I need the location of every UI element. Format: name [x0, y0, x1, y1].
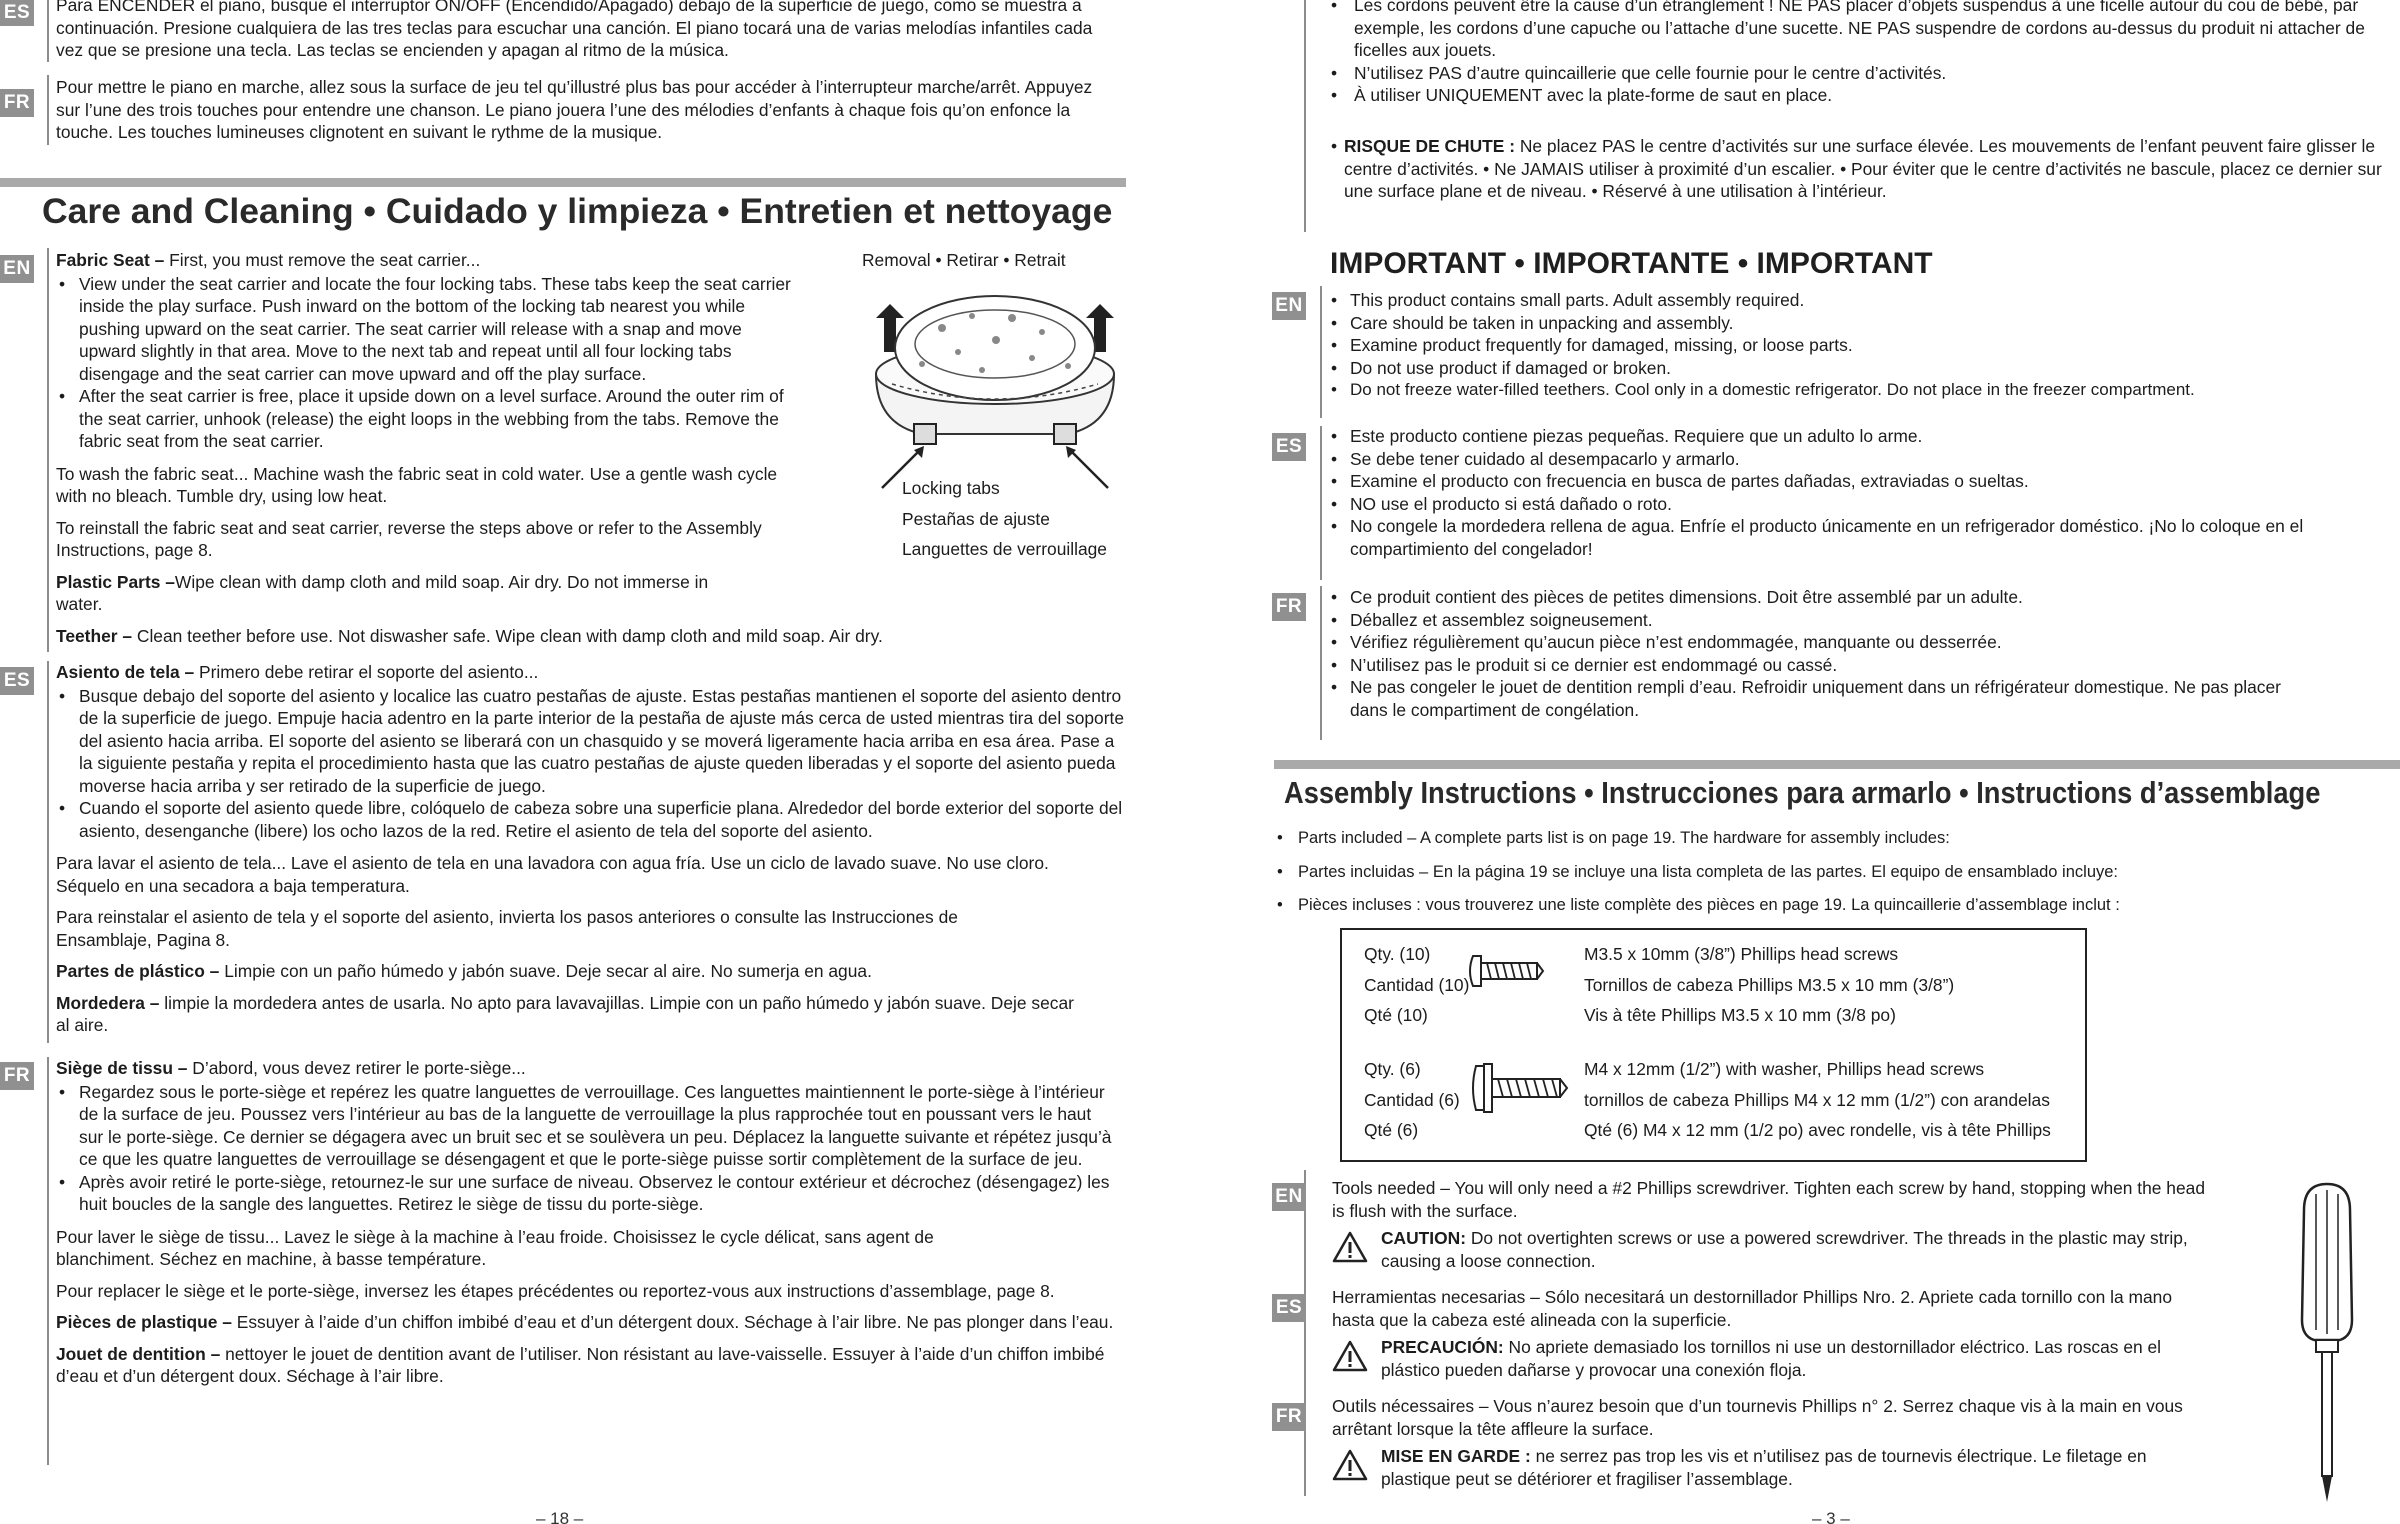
warning-triangle-icon	[1332, 1449, 1368, 1481]
lang-tag-fr: FR	[1272, 1403, 1306, 1431]
caution-text: Do not overtighten screws or use a powered screwdriver. The threads in the plastic may strip, causing a loose connection.	[1381, 1228, 2188, 1271]
important-es-list	[1328, 425, 2348, 560]
section-bar	[47, 248, 49, 652]
hardware-desc-1	[1584, 939, 1954, 1031]
plastic-parts-text: Limpie con un paño húmedo y jabón suave. Deje secar al aire. No sumerja en agua.	[219, 961, 872, 981]
caution-note	[1332, 1227, 2212, 1272]
list-item: • Se debe tener cuidado al desempacarlo y armarlo.	[1328, 448, 2348, 471]
list-item: • N’utilisez PAS d’autre quincaillerie que celle fournie pour le centre d’activités.	[1328, 62, 2398, 85]
qty-es: Cantidad (6)	[1364, 1089, 1460, 1110]
fabric-seat-text: Primero debe retirar el soporte del asiento...	[194, 662, 539, 682]
tools-needed-text: Herramientas necesarias – Sólo necesitará un destornillador Phillips Nro. 2. Apriete cada tornillo con la mano hasta que la cabeza esté alineada con la superficie.	[1332, 1287, 2173, 1330]
care-fr-section	[56, 1057, 1116, 1388]
lang-tag-es: ES	[1272, 1294, 1306, 1322]
list-item: • Do not use product if damaged or broken.	[1328, 357, 2398, 380]
seat-removal-figure	[862, 249, 1128, 559]
small-screw-icon	[1467, 954, 1545, 988]
list-item: • Regardez sous le porte-siège et repérez les quatre languettes de verrouillage. Ces languettes maintiennent le porte-siège à l’intérieur de la surface de jeu. Poussez vers l’intérieur au bas de la languette de verrouillage la plus rapprochée tout en poussant vers le haut sur le porte-siège. Ce dernier se dégagera avec un bruit sec et se soulèvera un peu. Déplacez la languette suivante et répétez jusqu’à ce que les quatre languettes de verrouillage se désengagent et que le porte-siège puisse sortir complètement de la surface de jeu.	[56, 1081, 1116, 1171]
section-divider	[1274, 760, 2400, 769]
plastic-parts-text: Wipe clean with damp cloth and mild soap. Air dry. Do not immerse in water.	[56, 571, 709, 614]
desc-fr: Qté (6) M4 x 12 mm (1/2 po) avec rondelle, vis à tête Phillips	[1584, 1120, 2051, 1140]
list-item: • Ne pas congeler le jouet de dentition rempli d’eau. Refroidir uniquement dans un réfrigérateur domestique. Ne pas placer dans le compartiment de congélation.	[1328, 676, 2318, 721]
care-es-bullets	[56, 685, 1128, 843]
list-item: • N’utilisez pas le produit si ce dernier est endommagé ou cassé.	[1328, 654, 2348, 677]
figure-caption: Removal • Retirar • Retrait	[862, 250, 1066, 270]
fall-risk-heading: RISQUE DE CHUTE :	[1344, 136, 1516, 156]
list-item: • Cuando el soporte del asiento quede libre, colóquelo de cabeza sobre una superficie plana. Alrededor del borde exterior del soporte del asiento, desenganche (libere) los ocho lazos de la red. Retire el asiento de tela del soporte del asiento.	[56, 797, 1128, 842]
tools-needed-text: Outils nécessaires – Vous n’aurez besoin que d’un tournevis Phillips n° 2. Serrez chaque vis à la main en vous arrêtant lorsque la tête affleure la surface.	[1332, 1396, 2183, 1439]
section-bar	[47, 0, 49, 62]
list-item: • À utiliser UNIQUEMENT avec la plate-forme de saut en place.	[1328, 84, 2398, 107]
list-item: • This product contains small parts. Adult assembly required.	[1328, 289, 2398, 312]
tools-fr-section	[1332, 1395, 2212, 1490]
list-item: • Este producto contiene piezas pequeñas. Requiere que un adulto lo arme.	[1328, 425, 2348, 448]
section-bar	[1320, 286, 1322, 418]
section-divider	[0, 178, 1126, 187]
page-number: – 18 –	[536, 1509, 584, 1524]
teether-heading: Jouet de dentition –	[56, 1343, 221, 1364]
reinstall-paragraph: Para reinstalar el asiento de tela y el soporte del asiento, invierta los pasos anteriores o consulte las Instrucciones de Ensamblaje, Pagina 8.	[56, 907, 958, 950]
section-bar	[47, 75, 49, 145]
wash-paragraph: To wash the fabric seat... Machine wash the fabric seat in cold water. Use a gentle wash cycle with no bleach. Tumble dry, using low heat.	[56, 463, 778, 506]
list-item: • Care should be taken in unpacking and assembly.	[1328, 312, 2398, 335]
section-bar	[1320, 586, 1322, 740]
hardware-qty-2	[1364, 1054, 1460, 1146]
section-bar	[47, 661, 49, 1043]
parts-included-list	[1274, 822, 2394, 923]
list-item: • Vérifiez régulièrement qu’aucun pièce n’est endommagée, manquante ou desserrée.	[1328, 631, 2348, 654]
qty-fr: Qté (10)	[1364, 1005, 1428, 1025]
warning-bullets	[1328, 0, 2398, 107]
caution-heading: PRECAUCIÓN:	[1381, 1337, 1504, 1357]
caution-text: ne serrez pas trop les vis et n’utilisez pas de tournevis électrique. Le filetage en plastique peut se détériorer et fragiliser l’assemblage.	[1381, 1446, 2147, 1489]
caution-heading: CAUTION:	[1381, 1228, 1467, 1248]
desc-es: tornillos de cabeza Phillips M4 x 12 mm (1/2”) con arandelas	[1584, 1089, 2050, 1110]
section-bar	[1320, 426, 1322, 580]
plastic-parts-heading: Partes de plástico –	[56, 961, 220, 981]
caution-heading: MISE EN GARDE :	[1381, 1446, 1531, 1466]
qty-fr: Qté (6)	[1364, 1120, 1419, 1140]
caution-note	[1332, 1336, 2212, 1381]
plastic-parts-heading: Pièces de plastique –	[56, 1312, 232, 1332]
hardware-qty-1	[1364, 939, 1469, 1031]
fabric-seat-heading: Fabric Seat –	[56, 250, 165, 270]
wash-paragraph: Para lavar el asiento de tela... Lave el asiento de tela en una lavadora con agua fría. Use un ciclo de lavado suave. No use cloro. Séquelo en una secadora a baja temperatura.	[56, 853, 1049, 896]
warning-section	[1328, 0, 2398, 107]
page-number: – 3 –	[1812, 1509, 1850, 1524]
desc-en: M4 x 12mm (1/2”) with washer, Phillips head screws	[1584, 1059, 1985, 1079]
list-item: • Examine product frequently for damaged, missing, or loose parts.	[1328, 334, 2398, 357]
list-item: • No congele la mordedera rellena de agua. Enfríe el producto únicamente en un refrigerador doméstico. ¡No lo coloque en el compartimiento del congelador!	[1328, 515, 2318, 560]
care-es-section	[56, 661, 1128, 1037]
list-item: • Examine el producto con frecuencia en busca de partes dañadas, extraviadas o sueltas.	[1328, 470, 2348, 493]
fall-risk-text: Ne placez PAS le centre d’activités sur une surface élevée. Les mouvements de l’enfant peuvent faire glisser le centre d’activités. • Ne JAMAIS utiliser à proximité d’un escalier. • Pour éviter que le centre d’activités ne bascule, placez ce dernier sur une surface plane et de niveau. • Réservé à une utilisation à l’intérieur.	[1344, 136, 2382, 201]
tools-en-section	[1332, 1177, 2212, 1272]
fabric-seat-heading: Asiento de tela –	[56, 662, 195, 682]
plastic-parts-heading: Plastic Parts –	[56, 571, 175, 592]
intro-fr-paragraph: Pour mettre le piano en marche, allez sous la surface de jeu tel qu’illustré plus bas pour accéder à l’interrupteur marche/arrêt. Appuyez sur l’une des trois touches pour entendre une chanson. Le piano jouera l’une des mélodies d’enfants à chaque fois qu’on enfonce la touche. Les touches lumineuses clignotent en suivant le rythme de la musique.	[56, 77, 1093, 142]
washer-screw-icon	[1470, 1062, 1570, 1114]
list-item: • NO use el producto si está dañado o roto.	[1328, 493, 2348, 516]
lang-tag-es: ES	[0, 0, 34, 26]
list-item: • Les cordons peuvent être la cause d’un étranglement ! NE PAS placer d’objets suspendus à une ficelle autour du cou de bébé, par exemple, les cordons d’une capuche ou l’attache d’une sucette. NE PAS suspendre de cordons au-dessus du produit ni attacher de ficelles aux jouets.	[1328, 0, 2398, 62]
locking-tabs-label-en: Locking tabs	[902, 478, 1000, 498]
care-title: Care and Cleaning • Cuidado y limpieza • Entretien et nettoyage	[42, 191, 1113, 231]
lang-tag-en: EN	[0, 255, 34, 283]
lang-tag-fr: FR	[0, 1062, 34, 1090]
qty-en: Qty. (6)	[1364, 1059, 1421, 1079]
locking-tabs-label-fr: Languettes de verrouillage	[902, 539, 1107, 559]
list-item: • Pièces incluses : vous trouverez une liste complète des pièces en page 19. La quincaillerie d’assemblage inclut :	[1274, 889, 2394, 923]
warning-triangle-icon	[1332, 1340, 1368, 1372]
section-bar	[1304, 0, 1306, 232]
qty-en: Qty. (10)	[1364, 944, 1431, 964]
seat-carrier-illustration	[862, 274, 1128, 494]
list-item: • Busque debajo del soporte del asiento y localice las cuatro pestañas de ajuste. Estas pestañas mantienen el soporte del asiento dentro de la superficie de juego. Empuje hacia adentro en la parte interior de la pestaña de ajuste más cerca de usted mientras tira del soporte del asiento hacia arriba. El soporte del asiento se liberará con un chasquido y se moverá ligeramente hacia arriba en esa área. Pase a la siguiente pestaña y repita el procedimiento hasta que las cuatro pestañas de ajuste queden liberadas y el soporte del asiento pueda moverse hacia arriba y ser retirado de la superficie de juego.	[56, 685, 1128, 798]
important-fr-list	[1328, 586, 2348, 721]
warning-triangle-icon	[1332, 1231, 1368, 1263]
list-item: • After the seat carrier is free, place it upside down on a level surface. Around the outer rim of the seat carrier, unhook (release) the eight loops in the webbing from the tabs. Remove the fabric seat from the seat carrier.	[56, 385, 796, 453]
hardware-desc-2	[1584, 1054, 2051, 1146]
list-item: • Parts included – A complete parts list is on page 19. The hardware for assembly includes:	[1274, 822, 2394, 856]
section-bar	[1304, 1170, 1306, 1496]
list-item: • Partes incluidas – En la página 19 se incluye una lista completa de las partes. El equipo de ensamblado incluye:	[1274, 856, 2394, 890]
assembly-title: Assembly Instructions • Instrucciones para armarlo • Instructions d’assemblage	[1284, 775, 2321, 810]
list-item: • Déballez et assemblez soigneusement.	[1328, 609, 2348, 632]
important-title: IMPORTANT • IMPORTANTE • IMPORTANT	[1330, 247, 1933, 280]
list-item: • Ce produit contient des pièces de petites dimensions. Doit être assemblé par un adulte.	[1328, 586, 2348, 609]
fabric-seat-heading: Siège de tissu –	[56, 1058, 188, 1078]
caution-text: No apriete demasiado los tornillos ni use un destornillador eléctrico. Las roscas en el plástico pueden dañarse y provocar una conexión floja.	[1381, 1337, 2162, 1380]
teether-heading: Teether –	[56, 625, 133, 646]
lang-tag-fr: FR	[1272, 593, 1306, 621]
intro-es-paragraph: Para ENCENDER el piano, busque el interruptor ON/OFF (Encendido/Apagado) debajo de la superficie de juego, como se muestra a continuación. Presione cualquiera de las tres teclas para escuchar una canción. El piano tocará una de varias melodías infantiles cada vez que se presione una tecla. Las teclas se encienden y apagan al ritmo de la música.	[56, 0, 1093, 60]
care-fr-bullets	[56, 1081, 1116, 1216]
hardware-table	[1340, 928, 2087, 1162]
reinstall-paragraph: To reinstall the fabric seat and seat carrier, reverse the steps above or refer to the Assembly Instructions, page 8.	[56, 517, 762, 560]
tools-es-section	[1332, 1286, 2212, 1381]
desc-fr: Vis à tête Phillips M3.5 x 10 mm (3/8 po)	[1584, 1005, 1896, 1025]
important-en-list	[1328, 289, 2398, 402]
teether-heading: Mordedera –	[56, 992, 160, 1013]
screwdriver-icon	[2282, 1180, 2372, 1510]
fall-risk-item	[1328, 135, 2388, 203]
plastic-parts-text: Essuyer à l’aide d’un chiffon imbibé d’eau et d’un détergent doux. Séchage à l’air libre. Ne pas plonger dans l’eau.	[231, 1312, 1114, 1332]
desc-es: Tornillos de cabeza Phillips M3.5 x 10 mm (3/8”)	[1584, 974, 1955, 995]
caution-note	[1332, 1445, 2212, 1490]
list-item: • View under the seat carrier and locate the four locking tabs. These tabs keep the seat carrier inside the play surface. Push inward on the bottom of the locking tab nearest you while pushing upward on the seat carrier. The seat carrier will release with a snap and move upward slightly in that area. Move to the next tab and repeat until all four locking tabs disengage and the seat carrier can move upward and off the play surface.	[56, 273, 796, 386]
lang-tag-en: EN	[1272, 1183, 1306, 1211]
section-bar	[47, 1057, 49, 1465]
fabric-seat-text: D’abord, vous devez retirer le porte-siège...	[187, 1058, 526, 1078]
lang-tag-es: ES	[0, 667, 34, 695]
lang-tag-fr: FR	[0, 89, 34, 117]
fabric-seat-text: First, you must remove the seat carrier...	[164, 250, 481, 270]
lang-tag-en: EN	[1272, 292, 1306, 320]
tools-needed-text: Tools needed – You will only need a #2 Phillips screwdriver. Tighten each screw by hand, stopping when the head is flush with the surface.	[1332, 1178, 2205, 1221]
teether-text: limpie la mordedera antes de usarla. No apto para lavavajillas. Limpie con un paño húmedo y jabón suave. Deje secar al aire.	[56, 992, 1074, 1035]
wash-paragraph: Pour laver le siège de tissu... Lavez le siège à la machine à l’eau froide. Choisissez le cycle délicat, sans agent de blanchiment. Séchez en machine, à basse température.	[56, 1226, 934, 1269]
teether-text: Clean teether before use. Not diswasher safe. Wipe clean with damp cloth and mild soap. Air dry.	[132, 625, 883, 646]
desc-en: M3.5 x 10mm (3/8”) Phillips head screws	[1584, 944, 1899, 964]
locking-tabs-label-es: Pestañas de ajuste	[902, 508, 1050, 529]
fall-risk-section	[1328, 135, 2388, 203]
reinstall-paragraph: Pour replacer le siège et le porte-siège, inversez les étapes précédentes ou reportez-vous aux instructions d’assemblage, page 8.	[56, 1280, 1055, 1301]
list-item: • Après avoir retiré le porte-siège, retournez-le sur une surface de niveau. Observez le contour extérieur et décrochez (désengagez) les huit boucles de la sangle des languettes. Retirez le siège de tissu du porte-siège.	[56, 1171, 1116, 1216]
care-en-bullets	[56, 273, 796, 453]
lang-tag-es: ES	[1272, 433, 1306, 461]
list-item: • Do not freeze water-filled teethers. Cool only in a domestic refrigerator. Do not place in the freezer compartment.	[1328, 379, 2398, 402]
qty-es: Cantidad (10)	[1364, 974, 1470, 995]
teether-text: nettoyer le jouet de dentition avant de l’utiliser. Non résistant au lave-vaisselle. Essuyer à l’aide d’un chiffon imbibé d’eau et d’un détergent doux. Séchage à l’air libre.	[56, 1343, 1105, 1386]
